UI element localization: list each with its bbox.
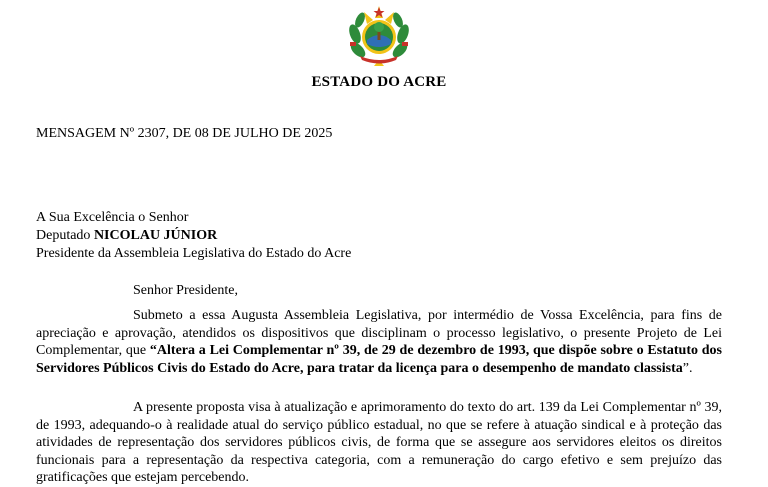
paragraph-1 [36, 307, 722, 377]
bill-title: “Altera a Lei Complementar nº 39, de 29 de dezembro de 1993, que dispõe sobre o Estatuto dos Servidores Públicos Civis do Estado do Acre, para tratar da licença para o desempenho de mandato classista [36, 343, 722, 376]
greeting: Senhor Presidente, [133, 283, 238, 298]
recipient-name-line [36, 227, 351, 245]
recipient-name: NICOLAU JÚNIOR [93, 228, 218, 243]
state-name-heading: ESTADO DO ACRE [311, 74, 447, 90]
paragraph-1-text: Submeto a essa Augusta Assembleia Legislativa, por intermédio de Vossa Excelência, para fins de apreciação e aprovação, atendidos os dispositivos que disciplinam o processo legislativo, o presente Projeto de Lei Complementar, que [36, 308, 722, 358]
recipient-title: Deputado [36, 228, 94, 243]
recipient-salutation: A Sua Excelência o Senhor [36, 210, 189, 225]
recipient-position: Presidente da Assembleia Legislativa do Estado do Acre [36, 246, 352, 261]
message-number-line: MENSAGEM Nº 2307, DE 08 DE JULHO DE 2025 [36, 126, 333, 141]
paragraph-2: A presente proposta visa à atualização e aprimoramento do texto do art. 139 da Lei Complementar nº 39, de 1993, adequando-o à realidade atual do serviço público estadual, no que se refere à atuação sindical e à proteção das atividades de representação dos servidores públicos civis, de forma que se assegure aos servidores eleitos os direitos funcionais para a representação da respectiva categoria, com a remuneração do cargo efetivo e sem prejuízo das gratificações que estejam percebendo. [36, 400, 722, 485]
recipient-block [36, 209, 351, 263]
paragraph-1-end: ”. [682, 360, 693, 376]
state-coat-of-arms-icon [346, 4, 412, 68]
